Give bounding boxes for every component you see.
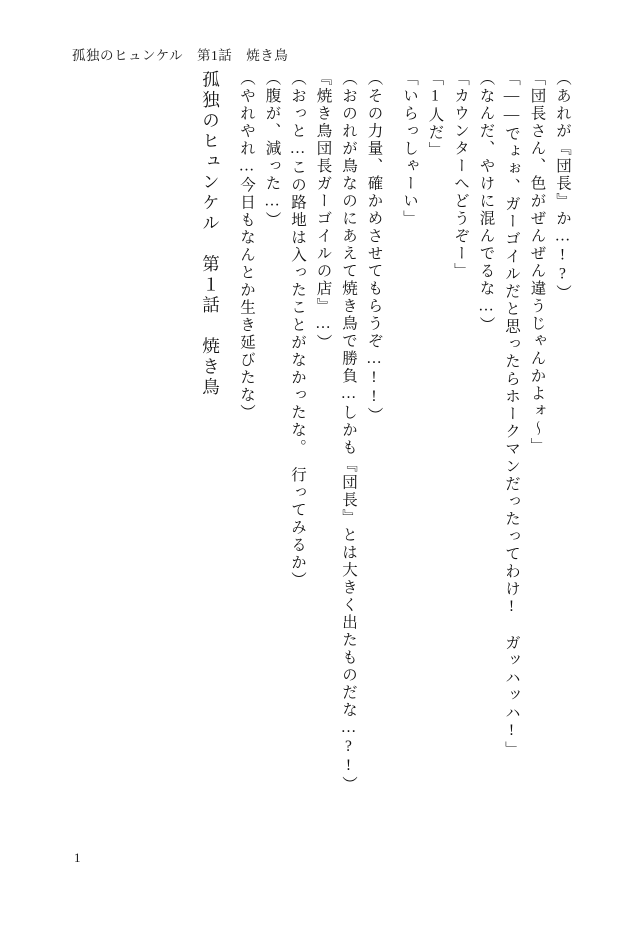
text-line: 「1人だ」 bbox=[426, 70, 444, 159]
running-header: 孤独のヒュンケル 第1話 焼き鳥 bbox=[72, 48, 289, 63]
vertical-text-body bbox=[185, 70, 570, 830]
text-line: （あれが『団長』か…!?） bbox=[554, 70, 571, 302]
text-line: （その力量、確かめさせてもらうぞ…!!） bbox=[365, 70, 383, 425]
text-line: 「団長さん、色がぜんぜん違うじゃんかよォ～」 bbox=[528, 70, 546, 455]
text-line: （おのれが鳥なのにあえて焼き鳥で勝負…しかも『団長』とは大きく出たものだな…?!） bbox=[340, 70, 357, 794]
text-line: 「――でょぉ、ガーゴイルだと思ったらホークマンだったってわけ! ガッハッハ!」 bbox=[503, 70, 520, 759]
chapter-title: 孤独のヒュンケル 第１話 焼き鳥 bbox=[200, 70, 221, 398]
text-line: 「いらっしゃーい」 bbox=[401, 70, 418, 228]
text-line: 「カウンターへどうぞー」 bbox=[452, 70, 469, 280]
page-number: 1 bbox=[74, 850, 81, 865]
text-line: （なんだ、やけに混んでるな…） bbox=[477, 70, 495, 334]
text-line: （腹が、減った…） bbox=[263, 70, 281, 229]
text-line: （やれやれ…今日もなんとか生き延びたな） bbox=[238, 70, 255, 422]
text-line: （おっと…この路地は入ったことがなかったな。 行ってみるか） bbox=[289, 70, 306, 589]
text-line: 『焼き鳥団長ガーゴイルの店』…） bbox=[314, 70, 332, 352]
